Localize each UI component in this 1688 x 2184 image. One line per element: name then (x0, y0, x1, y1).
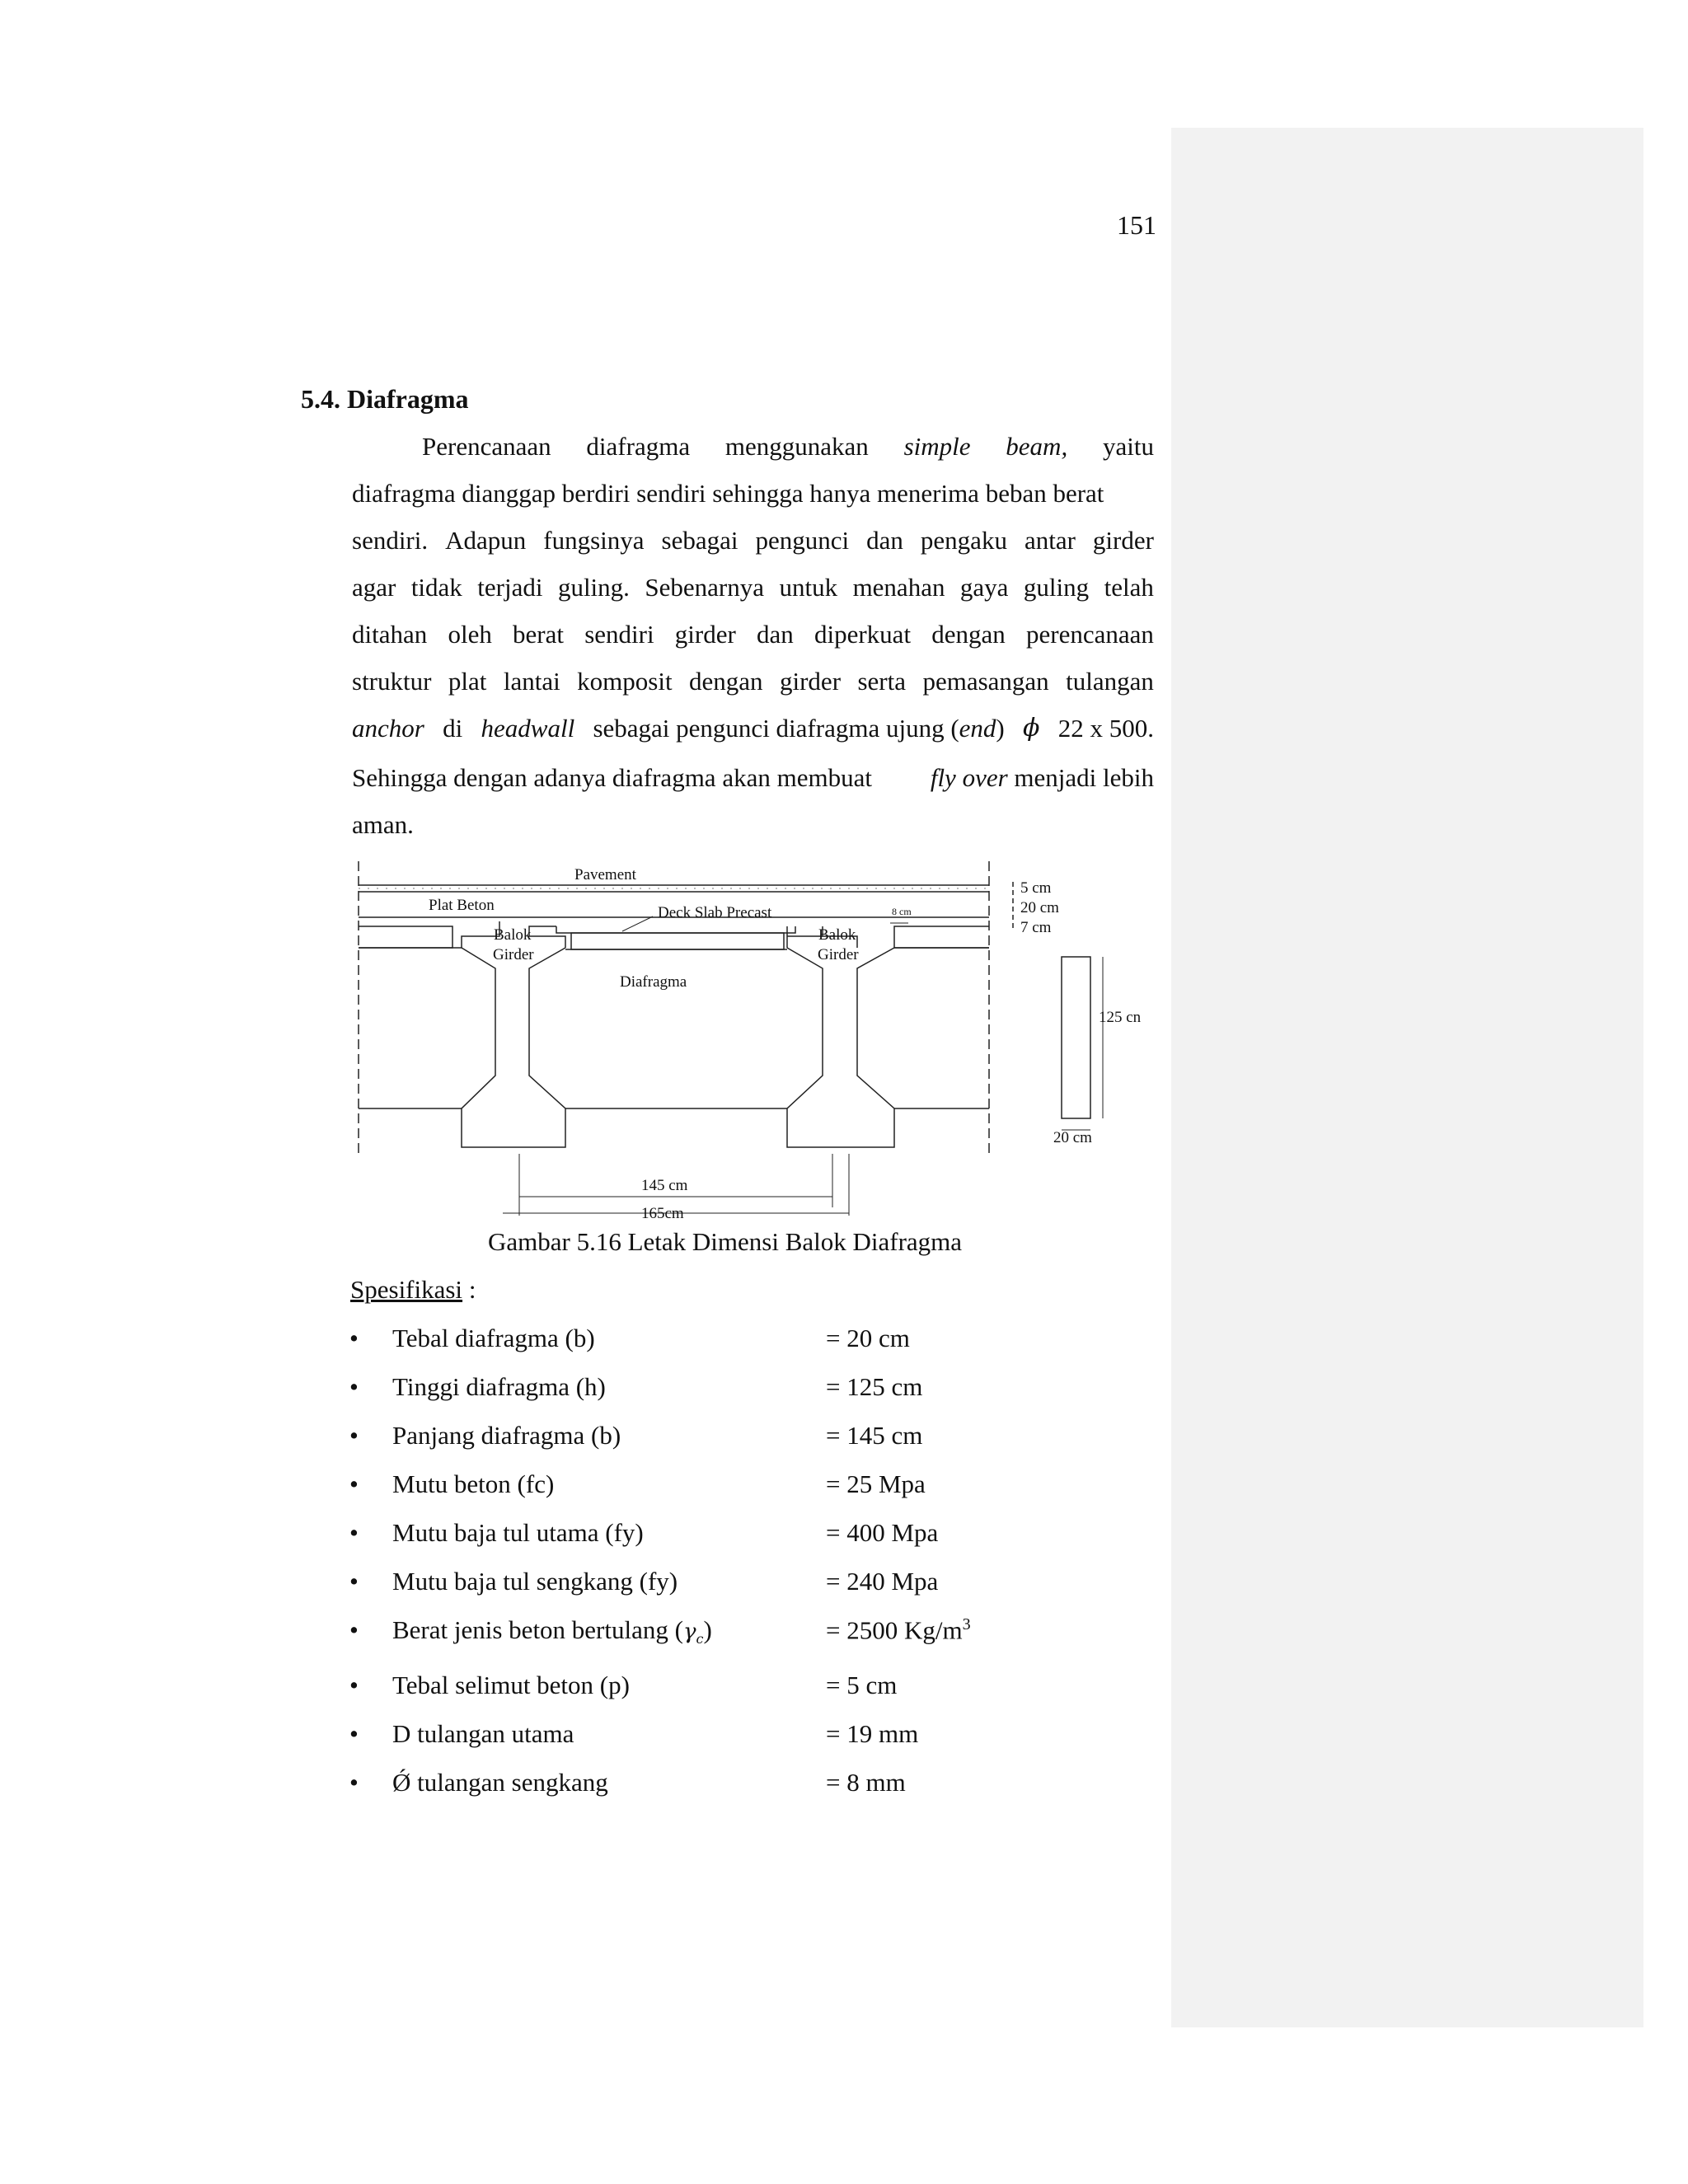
paragraph-line-5: ditahan oleh berat sendiri girder dan diperkuat dengan perencanaan (352, 620, 1154, 649)
label-balok-left-2: Girder (493, 946, 534, 963)
spec-title: Spesifikasi : (350, 1275, 476, 1304)
label-dim-5: 5 cm (1020, 879, 1052, 897)
paragraph-line-9: aman. (352, 810, 414, 839)
paragraph-line-3: sendiri. Adapun fungsinya sebagai pengunci dan pengaku antar girder (352, 526, 1154, 555)
label-dim-125: 125 cn (1099, 1009, 1142, 1026)
spec-item: • D tulangan utama = 19 mm (349, 1719, 919, 1748)
label-dim-20-bottom: 20 cm (1053, 1129, 1092, 1146)
spec-item: • Mutu baja tul sengkang (fy) = 240 Mpa (349, 1567, 939, 1596)
spec-item: • Berat jenis beton bertulang $(\gamma_c)$ = 2500 $Kg/m^3$ (349, 1615, 971, 1647)
spec-item: • Ǿ tulangan sengkang = 8 mm (349, 1768, 906, 1797)
paragraph-line-7: anchor di headwall sebagai pengunci diafragma ujung (end) ϕ 22 x 500. (352, 714, 1154, 743)
label-balok-right-1: Balok (818, 926, 856, 944)
label-dim-20: 20 cm (1020, 899, 1059, 916)
spec-item: • Mutu baja tul utama (fy) = 400 Mpa (349, 1518, 939, 1547)
label-dim-145: 145 cm (641, 1177, 688, 1194)
label-dim-8: 8 cm (892, 906, 912, 917)
page-number: 151 (1117, 210, 1156, 240)
gamma-symbol: $\gamma_c$ (682, 1619, 704, 1647)
paragraph-line-6: struktur plat lantai komposit dengan girder serta pemasangan tulangan (352, 667, 1154, 696)
label-balok-right-2: Girder (818, 946, 859, 963)
label-plat-beton: Plat Beton (429, 897, 495, 914)
spec-item: • Panjang diafragma (b) = 145 cm (349, 1421, 923, 1450)
label-balok-left-1: Balok (494, 926, 532, 944)
spec-item: • Mutu beton (fc) = 25 Mpa (349, 1469, 926, 1498)
label-dim-165: 165cm (641, 1205, 684, 1220)
spec-item: • Tebal diafragma (b) = 20 cm (349, 1324, 910, 1352)
diaphragm-figure (346, 857, 1170, 1220)
label-diafragma: Diafragma (620, 973, 687, 991)
figure-caption: Gambar 5.16 Letak Dimensi Balok Diafragma (488, 1227, 963, 1256)
paragraph-line-1: Perencanaan diafragma menggunakan simple beam, yaitu (422, 432, 1154, 461)
label-dim-7: 7 cm (1020, 919, 1052, 936)
label-deck-slab: Deck Slab Precast (658, 904, 772, 921)
spec-item: • Tebal selimut beton (p) = 5 cm (349, 1671, 898, 1699)
paragraph-line-8: Sehingga dengan adanya diafragma akan membuat fly over menjadi lebih (352, 763, 1154, 792)
section-heading: 5.4. Diafragma (301, 384, 469, 414)
paragraph-line-2: diafragma dianggap berdiri sendiri sehingga hanya menerima beban berat (352, 479, 1104, 508)
paragraph-line-4: agar tidak terjadi guling. Sebenarnya untuk menahan gaya guling telah (352, 573, 1154, 602)
diaphragm-drawing (346, 857, 1170, 1220)
phi-symbol: ϕ (1023, 714, 1040, 743)
label-pavement: Pavement (574, 866, 636, 883)
comment-margin-panel (1171, 128, 1643, 2027)
spec-item: • Tinggi diafragma (h) = 125 cm (349, 1372, 923, 1401)
